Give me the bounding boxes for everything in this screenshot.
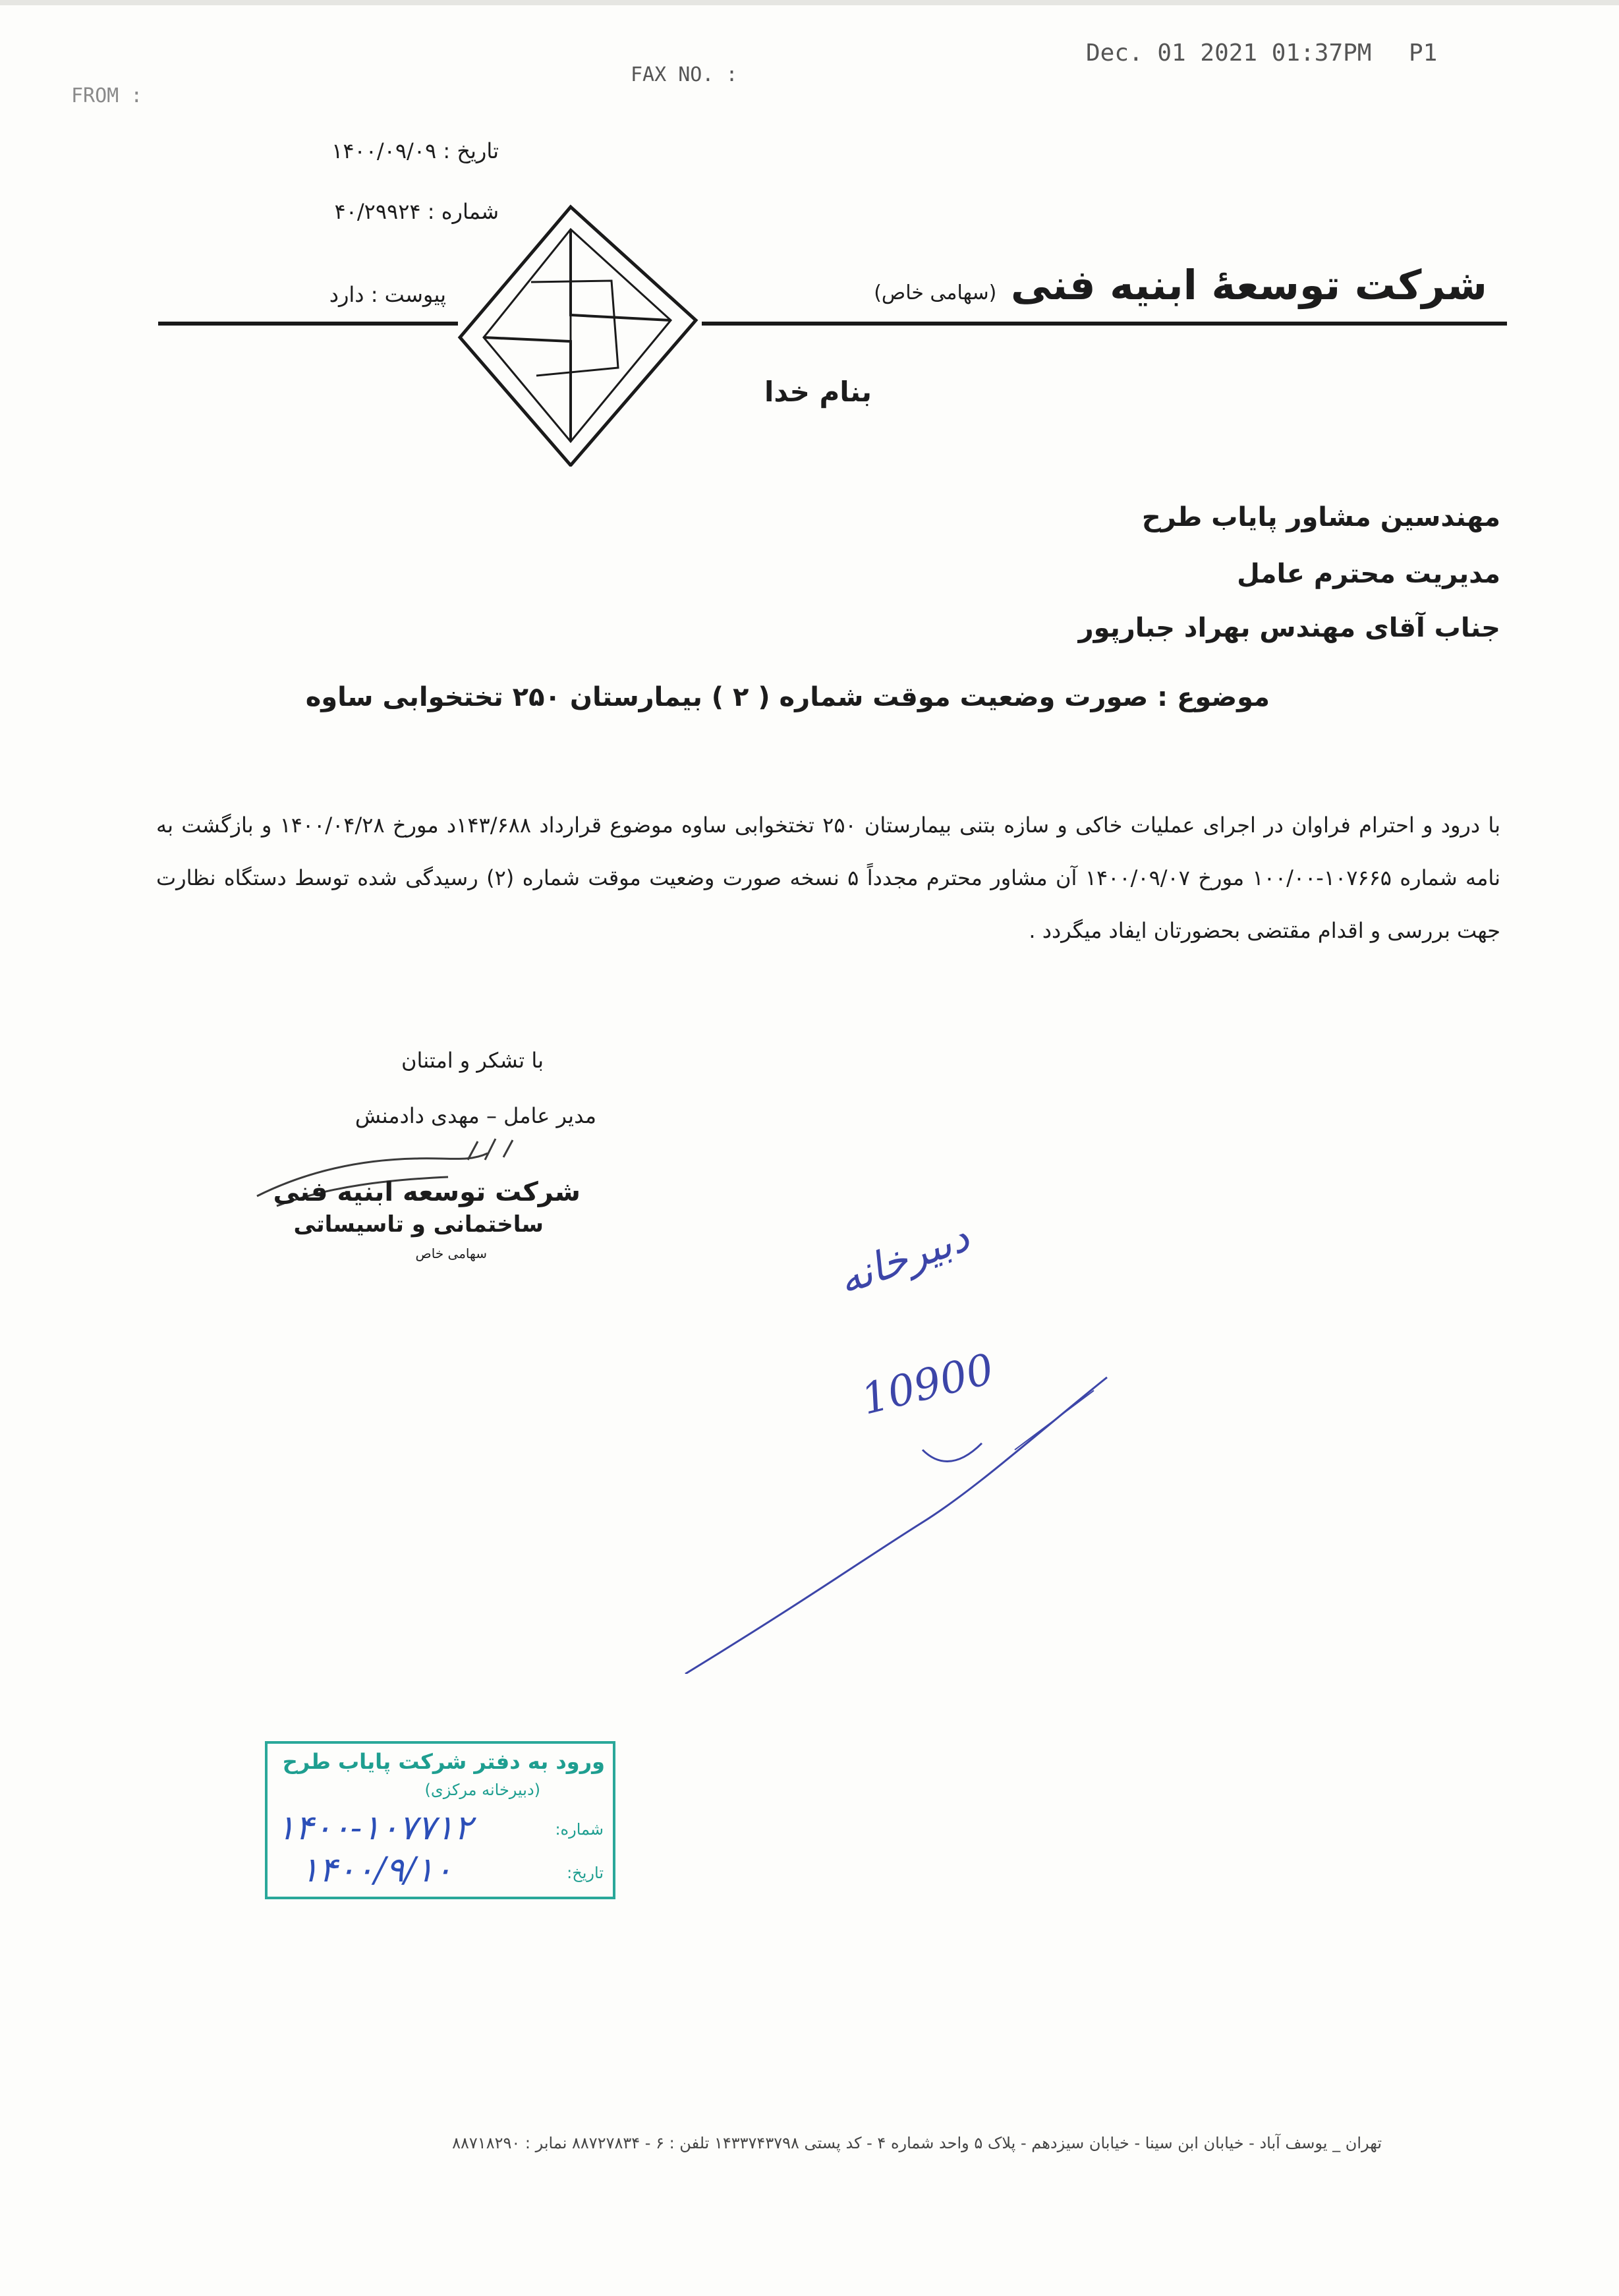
receipt-stamp-subtitle: (دبیرخانه مرکزی) — [424, 1781, 540, 1799]
company-type-text: (سهامی خاص) — [874, 281, 997, 304]
handwritten-stroke-icon — [672, 1213, 1147, 1674]
handwritten-note-word: دبیرخانه — [832, 1212, 976, 1304]
fax-from-label: FROM : — [71, 84, 143, 107]
signature-stamp-company: شرکت توسعه ابنیه فنی — [273, 1177, 581, 1207]
recipient-line-name: جناب آقای مهندس بهراد جبارپور — [1078, 613, 1500, 643]
fax-number-label: FAX NO. : — [631, 63, 738, 86]
receipt-number-label: شماره: — [555, 1820, 604, 1839]
signature-stamp-type: سهامی خاص — [415, 1246, 487, 1261]
handwritten-note-number: 10900 — [857, 1344, 999, 1425]
company-name-text: شرکت توسعهٔ ابنیه فنی — [1010, 261, 1487, 309]
letter-body: با درود و احترام فراوان در اجرای عملیات خاکی و سازه بتنی بیمارستان ۲۵۰ تختخوابی ساوه موضوع قرارداد ۱۴۳/۶۸۸د مورخ ۱۴۰۰/۰۴/۲۸ و بازگشت به نامه شماره ۱۰۷۶۶۵-۱۰۰/۰۰ مورخ ۱۴۰۰/۰۹/۰۷ آن مشاور محترم مجدداً ۵ نسخه صورت وضعیت موقت شماره (۲) رسیدگی شده توسط دستگاه نظارت جهت بررسی و اقدام مقتضی بحضورتان ایفاد میگردد . — [156, 813, 1501, 943]
letterhead-company-name — [874, 261, 1487, 309]
invocation-heading: بنام خدا — [764, 376, 872, 408]
letterhead-rule-left — [158, 322, 458, 326]
receipt-stamp — [265, 1741, 615, 1899]
fax-datetime: Dec. 01 2021 01:37PM — [1086, 40, 1372, 67]
recipient-line-company: مهندسین مشاور پایاب طرح — [1141, 502, 1500, 532]
fax-page-number: P1 — [1409, 40, 1438, 67]
receipt-date-value: ۱۴۰۰/۹/۱۰ — [300, 1851, 453, 1890]
signer-name: مدیر عامل – مهدی دادمنش — [355, 1103, 596, 1128]
closing-thanks: با تشکر و امتنان — [401, 1048, 544, 1073]
recipient-line-title: مدیریت محترم عامل — [1237, 559, 1500, 589]
receipt-number-value: ۱۴۰۰-۱۰۷۷۱۲ — [277, 1808, 472, 1848]
letter-subject: موضوع : صورت وضعیت موقت شماره ( ۲ ) بیمارستان ۲۵۰ تختخوابی ساوه — [305, 682, 1270, 712]
letter-date: تاریخ : ۱۴۰۰/۰۹/۰۹ — [331, 138, 499, 163]
letter-number: شماره : ۴۰/۲۹۹۲۴ — [334, 199, 499, 224]
letter-attachment: پیوست : دارد — [329, 282, 446, 307]
receipt-date-label: تاریخ: — [567, 1864, 604, 1882]
signature-stamp-division: ساختمانی و تاسیساتی — [293, 1211, 544, 1238]
scan-edge — [0, 0, 1619, 5]
company-logo-diamond-icon — [453, 203, 704, 467]
receipt-stamp-title: ورود به دفتر شرکت پایاب طرح — [282, 1749, 605, 1774]
letterhead-rule-right — [702, 322, 1507, 326]
footer-address: تهران _ یوسف آباد - خیابان ابن سینا - خیابان سیزدهم - پلاک ۵ واحد شماره ۴ - کد پستی ۱۴۳۳۷۴۳۷۹۸ تلفن : ۶ - ۸۸۷۲۷۸۳۴ نمابر : ۸۸۷۱۸۲۹۰ — [452, 2134, 1382, 2152]
